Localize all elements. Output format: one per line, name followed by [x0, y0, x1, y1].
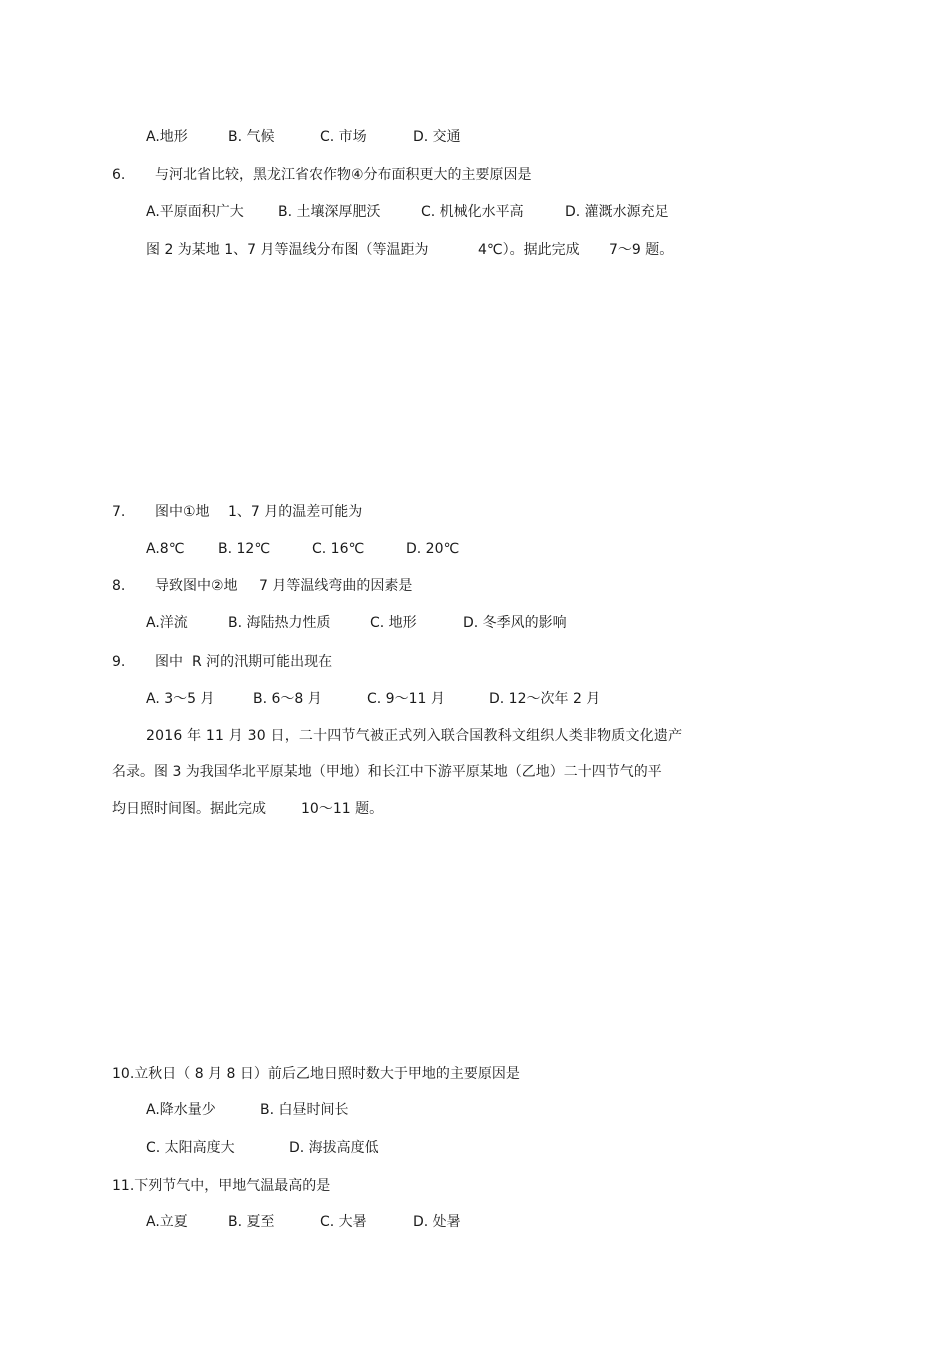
option-a: A.平原面积广大 [146, 204, 244, 220]
option-d: D. 20℃ [406, 541, 460, 557]
question-stem: 导致图中②地 [155, 578, 238, 594]
intro-line: 2016 年 11 月 30 日，二十四节气被正式列入联合国教科文组织人类非物质文化遗产 [146, 728, 683, 744]
question-stem: 11.下列节气中，甲地气温最高的是 [112, 1178, 331, 1194]
question-stem: 图中 [155, 654, 183, 670]
intro-part: 7～9 题。 [609, 242, 674, 258]
question-number: 6. [112, 167, 126, 183]
intro-line: 10～11 题。 [301, 801, 384, 817]
option-a: A.8℃ [146, 541, 185, 557]
option-a: A.降水量少 [146, 1102, 216, 1118]
option-d: D. 海拔高度低 [289, 1140, 379, 1156]
question-stem: 7 月等温线弯曲的因素是 [259, 578, 413, 594]
question-number: 8. [112, 578, 126, 594]
option-c: C. 大暑 [320, 1214, 367, 1230]
option-a: A.立夏 [146, 1214, 188, 1230]
option-b: B. 夏至 [228, 1214, 275, 1230]
option-d: D. 交通 [413, 129, 461, 145]
option-b: B. 白昼时间长 [260, 1102, 349, 1118]
figure-3-placeholder [112, 830, 712, 1055]
question-stem: 10.立秋日（ 8 月 8 日）前后乙地日照时数大于甲地的主要原因是 [112, 1066, 520, 1082]
intro-line: 均日照时间图。据此完成 [112, 801, 266, 817]
option-d: D. 冬季风的影响 [463, 615, 567, 631]
option-b: B. 海陆热力性质 [228, 615, 331, 631]
option-c: C. 市场 [320, 129, 367, 145]
option-d: D. 处暑 [413, 1214, 461, 1230]
option-a: A.地形 [146, 129, 188, 145]
option-c: C. 机械化水平高 [421, 204, 524, 220]
option-c: C. 地形 [370, 615, 417, 631]
option-d: D. 12～次年 2 月 [489, 691, 601, 707]
intro-part: 图 2 为某地 1、7 月等温线分布图（等温距为 [146, 242, 429, 258]
option-b: B. 12℃ [218, 541, 271, 557]
question-number: 7. [112, 504, 126, 520]
option-b: B. 气候 [228, 129, 275, 145]
question-stem: R 河的汛期可能出现在 [192, 654, 333, 670]
option-b: B. 土壤深厚肥沃 [278, 204, 381, 220]
option-c: C. 太阳高度大 [146, 1140, 235, 1156]
option-a: A.洋流 [146, 615, 188, 631]
option-d: D. 灌溉水源充足 [565, 204, 669, 220]
figure-2-placeholder [112, 270, 712, 490]
question-number: 9. [112, 654, 126, 670]
option-c: C. 16℃ [312, 541, 365, 557]
intro-line: 名录。图 3 为我国华北平原某地（甲地）和长江中下游平原某地（乙地）二十四节气的平 [112, 764, 662, 780]
question-stem: 与河北省比较，黑龙江省农作物④分布面积更大的主要原因是 [155, 167, 532, 183]
question-stem: 图中①地 [155, 504, 210, 520]
intro-part: 4℃）。据此完成 [478, 242, 580, 258]
option-b: B. 6～8 月 [253, 691, 322, 707]
question-stem: 1、7 月的温差可能为 [228, 504, 363, 520]
option-c: C. 9～11 月 [367, 691, 445, 707]
option-a: A. 3～5 月 [146, 691, 215, 707]
